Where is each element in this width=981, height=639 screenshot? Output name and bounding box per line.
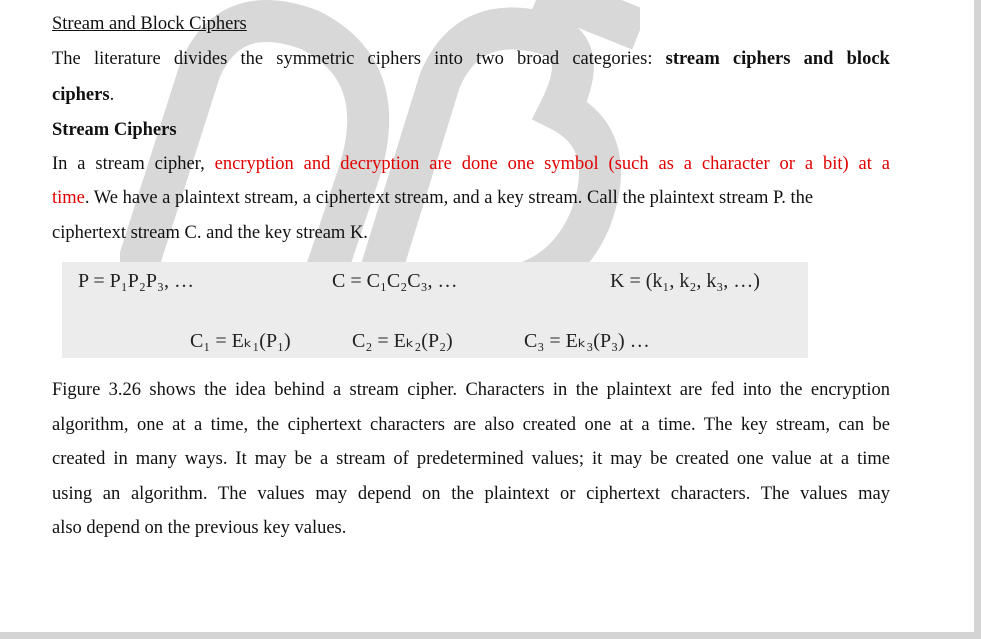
stream-para-line-3: ciphertext stream C. and the key stream K.	[52, 223, 368, 243]
period: .	[109, 85, 115, 105]
text: . We have a plaintext stream, a ciphertext stream, and a key stream. Call the plaintext stream P. the	[84, 188, 814, 208]
watermark-graphic	[120, 0, 640, 290]
word: into	[434, 49, 463, 69]
encryption-equation-3: C₃ = Eₖ₃(P₃) …	[524, 330, 650, 352]
word: ciphers	[367, 49, 421, 69]
intro-line-2	[52, 85, 114, 106]
encryption-equation-1: C₁ = Eₖ₁(P₁)	[190, 330, 291, 352]
figure-para-line: algorithm, one at a time, the ciphertext characters are also created one at a time. The key stream, can be	[52, 415, 890, 435]
figure-para-line: Figure 3.26 shows the idea behind a stream cipher. Characters in the plaintext are fed into the encryption	[52, 380, 890, 400]
encryption-equation-2: C₂ = Eₖ₂(P₂)	[352, 330, 453, 352]
intro-line-1	[52, 49, 890, 70]
word: categories:	[572, 49, 653, 69]
word: literature	[93, 49, 161, 69]
word: the	[240, 49, 264, 69]
figure-para-line: also depend on the previous key values.	[52, 518, 347, 538]
highlighted-text: time	[52, 188, 85, 208]
key-stream-equation: K = (k₁, k₂, k₃, …)	[610, 270, 760, 292]
word-bold: block	[846, 49, 890, 69]
stream-para-line-2	[52, 188, 813, 209]
section-title: Stream and Block Ciphers	[52, 14, 247, 34]
subheading-stream-ciphers: Stream Ciphers	[52, 120, 177, 140]
stream-para-line-1	[52, 154, 890, 175]
word: symmetric	[276, 49, 355, 69]
word: two	[476, 49, 504, 69]
text: In a stream cipher,	[52, 154, 205, 174]
equation-box	[62, 262, 808, 358]
word-bold: stream	[665, 49, 720, 69]
figure-para-line: created in many ways. It may be a stream of predetermined values; it may be created one value at a time	[52, 449, 890, 469]
word: The	[52, 49, 81, 69]
plaintext-stream-equation: P = P₁P₂P₃, …	[78, 270, 194, 292]
ciphertext-stream-equation: C = C₁C₂C₃, …	[332, 270, 458, 292]
figure-para-line: using an algorithm. The values may depend on the plaintext or ciphertext characters. The values may	[52, 484, 890, 504]
word-bold: ciphers	[52, 85, 110, 105]
word: broad	[517, 49, 560, 69]
word-bold: ciphers	[732, 49, 791, 69]
highlighted-text: encryption and decryption are done one symbol (such as a character or a bit) at a	[214, 154, 891, 174]
word-bold: and	[803, 49, 834, 69]
word: divides	[173, 49, 228, 69]
